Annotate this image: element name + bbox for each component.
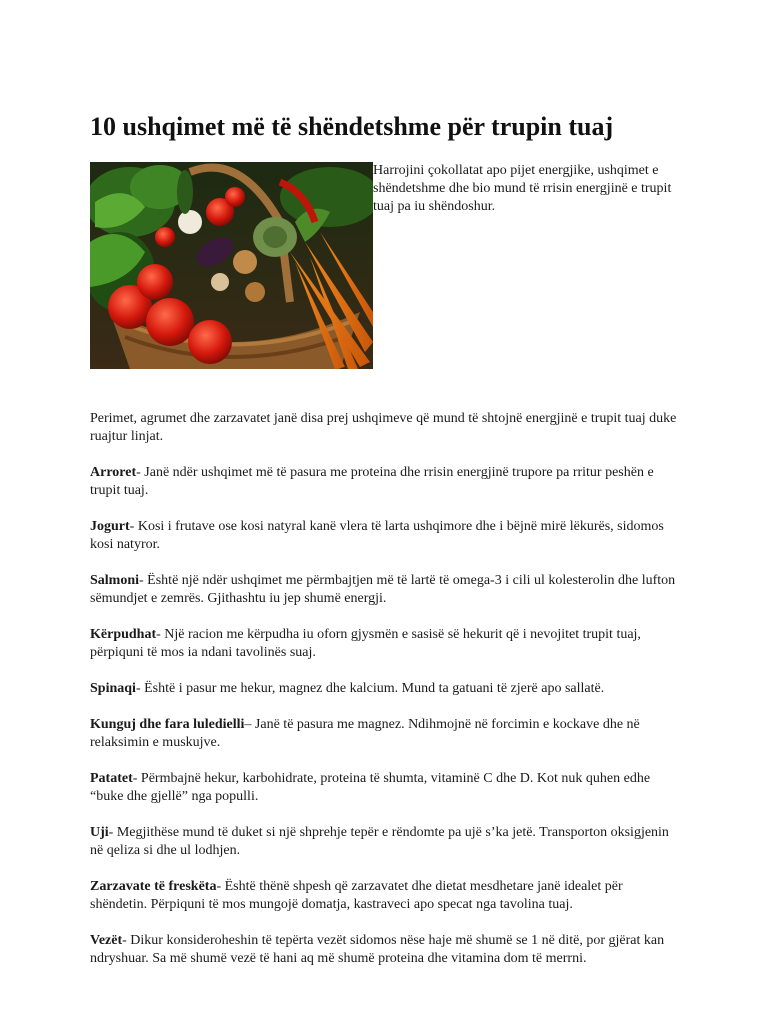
paragraph-term: Jogurt — [90, 519, 130, 534]
paragraph-term: Kërpudhat — [90, 627, 157, 642]
paragraph-text: - Përmbajnë hekur, karbohidrate, proteina të shumta, vitaminë C dhe D. Kot nuk quhen edhe “buke dhe gjellë” nga populli. — [90, 771, 651, 804]
paragraph-text: - Është i pasur me hekur, magnez dhe kalcium. Mund ta gatuani të zjerë apo sallatë. — [135, 681, 605, 696]
paragraph — [90, 824, 680, 860]
paragraph-text: - Megjithëse mund të duket si një shprehje tepër e rëndomte pa ujë s’ka jetë. Transporton oksigjenin në qeliza si dhe ul lodhjen. — [90, 825, 669, 858]
paragraph — [90, 932, 680, 968]
paragraph — [90, 770, 680, 806]
page-title: 10 ushqimet më të shëndetshme për trupin tuaj — [90, 112, 614, 141]
paragraph — [90, 626, 680, 662]
paragraph-term: Arroret — [90, 465, 137, 480]
paragraph — [90, 464, 680, 500]
paragraph-text: - Është një ndër ushqimet me përmbajtjen më të lartë të omega-3 i cili ul kolesterolin dhe lufton sëmundjet e zemrës. Gjithashtu iu jep shumë energji. — [90, 573, 676, 606]
content-paragraphs — [90, 410, 680, 986]
paragraph-text: - Dikur konsideroheshin të tepërta vezët sidomos nëse haje më shumë se 1 në ditë, por gjërat kan ndryshuar. Sa më shumë vezë të hani aq më shumë proteina dhe vitamina dom të merrni. — [90, 933, 665, 966]
paragraph-term: Uji — [90, 825, 109, 840]
paragraph-term: Vezët — [90, 933, 123, 948]
paragraph — [90, 878, 680, 914]
paragraph — [90, 518, 680, 554]
paragraph-text: - Një racion me kërpudha iu oforn gjysmën e sasisë së hekurit që i nevojitet trupit tuaj, përpiquni të mos ia ndani tavolinës suaj. — [90, 627, 641, 660]
paragraph — [90, 572, 680, 608]
paragraph-text: - Janë ndër ushqimet më të pasura me proteina dhe rrisin energjinë trupore pa rritur peshën e trupit tuaj. — [90, 465, 654, 498]
paragraph-text: – Janë të pasura me magnez. Ndihmojnë në forcimin e kockave dhe në relaksimin e muskujve. — [90, 717, 640, 750]
paragraph — [90, 410, 680, 446]
paragraph-text: Perimet, agrumet dhe zarzavatet janë disa prej ushqimeve që mund të shtojnë energjinë e trupit tuaj duke ruajtur linjat. — [90, 411, 677, 444]
paragraph-term: Patatet — [90, 771, 133, 786]
paragraph — [90, 716, 680, 752]
paragraph-term: Kunguj dhe fara luledielli — [90, 717, 245, 732]
paragraph-term: Spinaqi — [90, 681, 136, 696]
paragraph — [90, 680, 680, 698]
paragraph-term: Zarzavate të freskëta — [90, 879, 217, 894]
paragraph-term: Salmoni — [90, 573, 140, 588]
paragraph-text: - Kosi i frutave ose kosi natyral kanë vlera të larta ushqimore dhe i bëjnë mirë lëkurës, sidomos kosi natyror. — [90, 519, 664, 552]
intro-block — [90, 162, 680, 369]
intro-paragraph: Harrojini çokollatat apo pijet energjike, ushqimet e shëndetshme dhe bio mund të rrisin energjinë e trupit tuaj pa iu shëndoshur. — [373, 163, 672, 214]
vegetable-basket-photo — [90, 162, 373, 369]
paragraph-text: - Është thënë shpesh që zarzavatet dhe dietat mesdhetare janë idealet për shëndetin. Përpiquni të mos mungojë domatja, kastraveci apo specat nga tavolina tuaj. — [90, 879, 623, 912]
